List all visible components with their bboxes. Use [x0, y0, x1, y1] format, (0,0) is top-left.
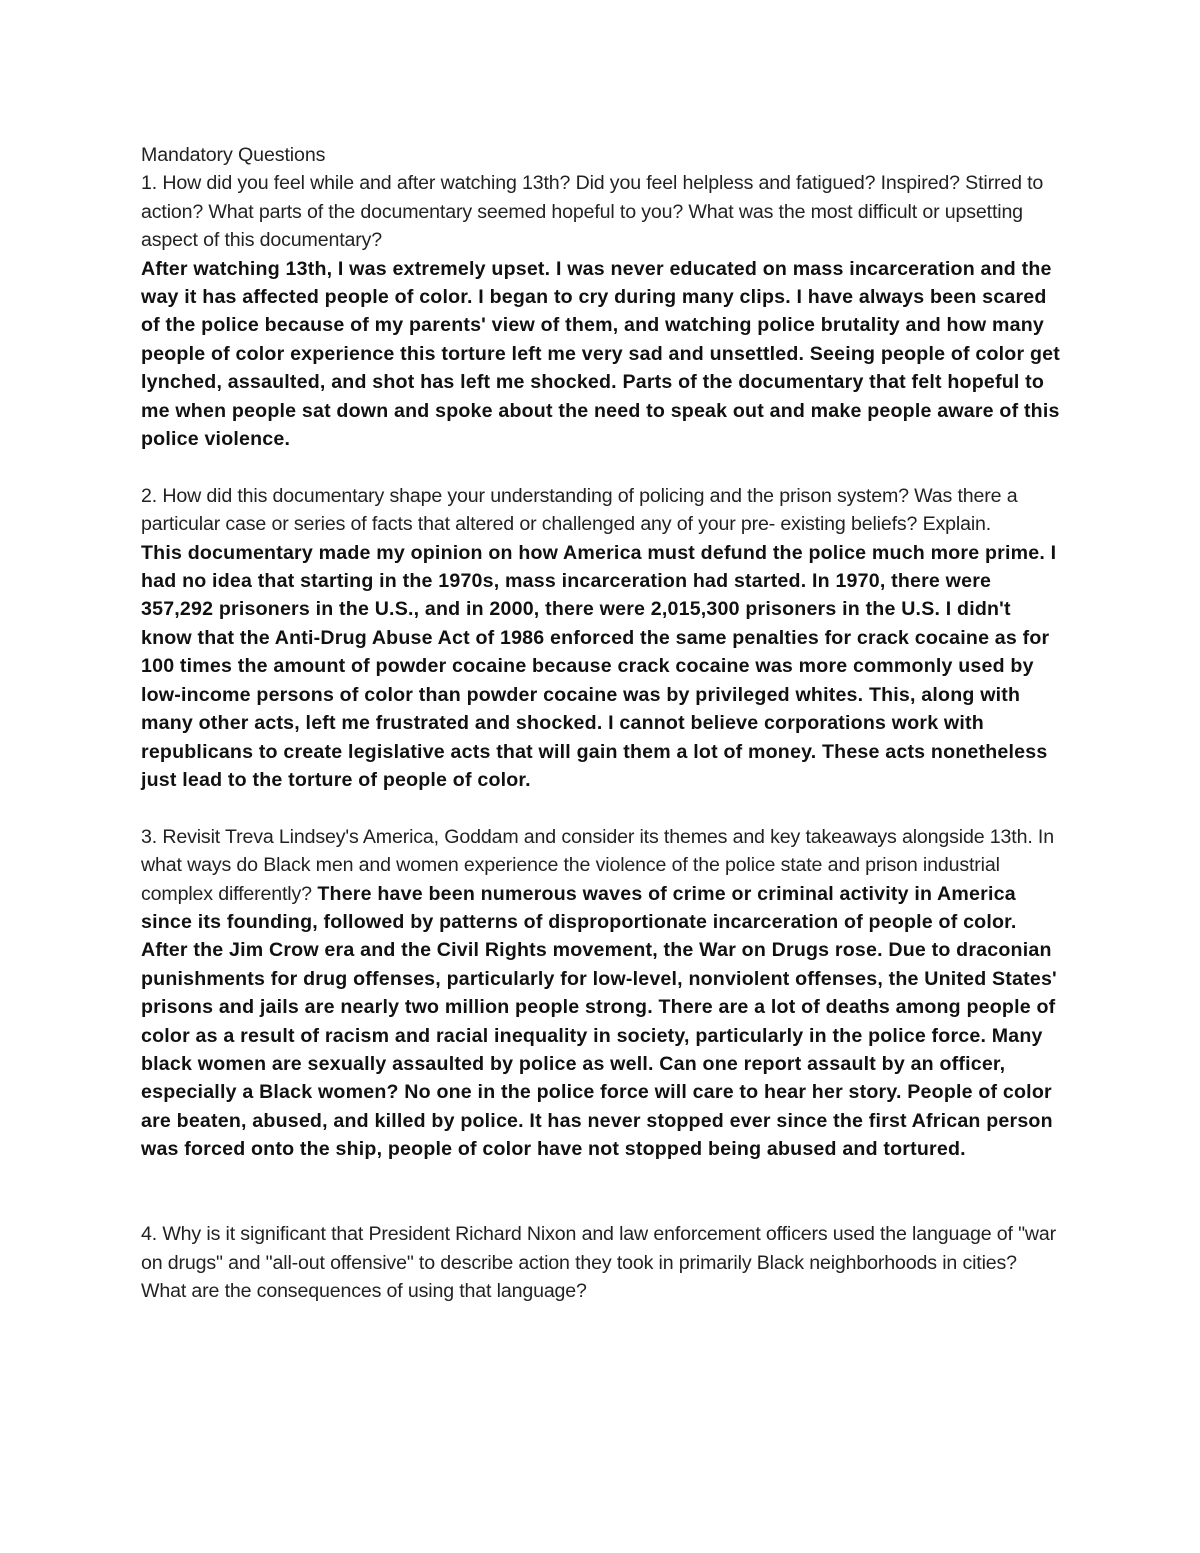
question-block-2 [141, 482, 1066, 794]
paragraph-spacer [141, 794, 1066, 822]
question-text: 1. How did you feel while and after watching 13th? Did you feel helpless and fatigued? Inspired? Stirred to action? What parts of the documentary seemed hopeful to you? What was the most difficult or upsetting aspect of this documentary? [141, 172, 1044, 252]
question-text: 4. Why is it significant that President Richard Nixon and law enforcement officers used the language of "war on drugs" and "all-out offensive" to describe action they took in primarily Black neighborhoods in cities? What are the consequences of using that language? [141, 1223, 1057, 1303]
paragraph-spacer [141, 453, 1066, 481]
document-heading: Mandatory Questions [141, 144, 326, 166]
answer-text: There have been numerous waves of crime or criminal activity in America since its founding, followed by patterns of disproportionate incarceration of people of color. After the Jim Crow era and the Civil Rights movement, the War on Drugs rose. Due to draconian punishments for drug offenses, particularly for low-level, nonviolent offenses, the United States' prisons and jails are nearly two million people strong. There are a lot of deaths among people of color as a result of racism and racial inequality in society, particularly in the police force. Many black women are sexually assaulted by police as well. Can one report assault by an officer, especially a Black women? No one in the police force will care to hear her story. People of color are beaten, abused, and killed by police. It has never stopped ever since the first African person was forced onto the ship, people of color have not stopped being abused and tortured. [141, 882, 1057, 1161]
paragraph-spacer [141, 1164, 1066, 1221]
question-block-1 [141, 169, 1066, 453]
answer-text: After watching 13th, I was extremely upset. I was never educated on mass incarceration and the way it has affected people of color. I began to cry during many clips. I have always been scared of the police because of my parents' view of them, and watching police brutality and how many people of color experience this torture left me very sad and unsettled. Seeing people of color get lynched, assaulted, and shot has left me shocked. Parts of the documentary that felt hopeful to me when people sat down and spoke about the need to speak out and make people aware of this police violence. [141, 257, 1060, 451]
question-block-4 [141, 1220, 1066, 1305]
question-text: 2. How did this documentary shape your understanding of policing and the prison system? Was there a particular case or series of facts that altered or challenged any of your pre- existing beliefs? Explain. [141, 484, 1018, 536]
question-text: 3. Revisit Treva Lindsey's America, Goddam and consider its themes and key takeaways alongside 13th. In what ways do Black men and women experience the violence of the police state and prison industrial complex differently? [141, 825, 1054, 905]
document-body [141, 141, 1066, 1306]
question-block-3 [141, 823, 1066, 1164]
answer-text: This documentary made my opinion on how America must defund the police much more prime. I had no idea that starting in the 1970s, mass incarceration had started. In 1970, there were 357,292 prisoners in the U.S., and in 2000, there were 2,015,300 prisoners in the U.S. I didn't know that the Anti-Drug Abuse Act of 1986 enforced the same penalties for crack cocaine as for 100 times the amount of powder cocaine because crack cocaine was more commonly used by low-income persons of color than powder cocaine was by privileged whites. This, along with many other acts, left me frustrated and shocked. I cannot believe corporations work with republicans to create legislative acts that will gain them a lot of money. These acts nonetheless just lead to the torture of people of color. [141, 541, 1057, 791]
